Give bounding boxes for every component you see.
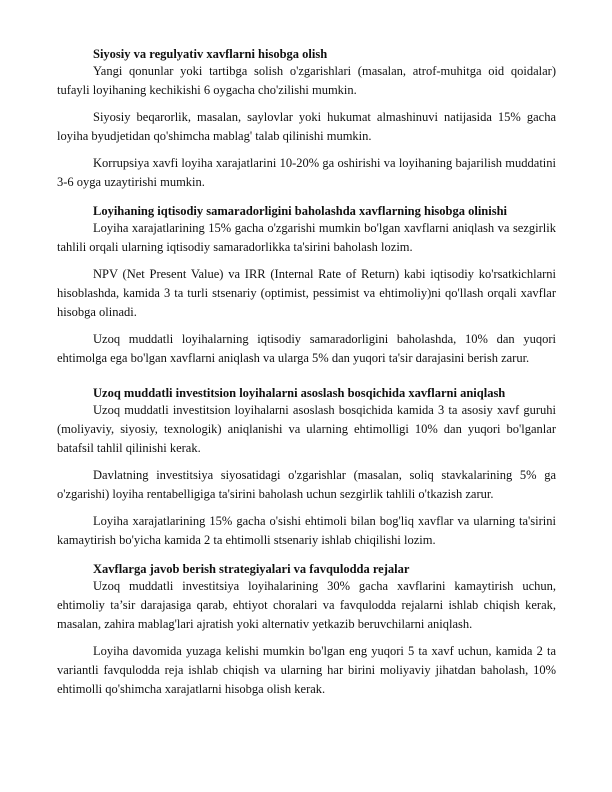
paragraph: Davlatning investitsiya siyosatidagi o'zgarishlar (masalan, soliq stavkalarining 5% ga o'zgarishi) loyiha rentabelligiga ta'sirini baholash uchun sezgirlik tahlili o'tkazish zarur. bbox=[57, 468, 556, 501]
paragraph: Loyiha xarajatlarining 15% gacha o'zgarishi mumkin bo'lgan xavflarni aniqlash va sezgirlik tahlili orqali ularning iqtisodiy samaradorlikka ta'sirini baholash lozim. bbox=[57, 221, 556, 254]
paragraph: Uzoq muddatli investitsiya loyihalarining 30% gacha xavflarini kamaytirish uchun, ehtimoliy ta’sir darajasiga qarab, ehtiyot choralari va favqulodda rejalarni ishlab chiqish kerak, masalan, zahira mablag'lari ajratish yoki alternativ yetkazib beruvchilarni aniqlash. bbox=[57, 579, 556, 631]
paragraph: Uzoq muddatli loyihalarning iqtisodiy samaradorligini baholashda, 10% dan yuqori ehtimolga ega bo'lgan xavflarni aniqlash va ularga 5% dan yuqori ta'sir darajasini berish zarur. bbox=[57, 332, 556, 365]
section-heading-response: Xavflarga javob berish strategiyalari va favqulodda rejalar bbox=[93, 562, 410, 576]
paragraph: Siyosiy beqarorlik, masalan, saylovlar yoki hukumat almashinuvi natijasida 15% gacha loyiha byudjetidan qo'shimcha mablag' talab qilinishi mumkin. bbox=[57, 110, 556, 143]
document-page bbox=[57, 47, 556, 707]
paragraph: Loyiha davomida yuzaga kelishi mumkin bo'lgan eng yuqori 5 ta xavf uchun, kamida 2 ta variantli favqulodda reja ishlab chiqish va ularning har birini moliyaviy jihatdan baholash, 10% ehtimolli qo'shimcha xarajatlarni hisobga olish kerak. bbox=[57, 644, 556, 696]
section-heading-long-term: Uzoq muddatli investitsion loyihalarni asoslash bosqichida xavflarni aniqlash bbox=[93, 386, 506, 400]
section-heading-political: Siyosiy va regulyativ xavflarni hisobga olish bbox=[93, 47, 328, 61]
paragraph: Loyiha xarajatlarining 15% gacha o'sishi ehtimoli bilan bog'liq xavflar va ularning ta'sirini kamaytirish bo'yicha kamida 2 ta ehtimolli stsenariy ishlab chiqilishi lozim. bbox=[57, 514, 556, 547]
paragraph: Korrupsiya xavfi loyiha xarajatlarini 10-20% ga oshirishi va loyihaning bajarilish muddatini 3-6 oyga uzaytirishi mumkin. bbox=[57, 156, 556, 189]
paragraph: Uzoq muddatli investitsion loyihalarni asoslash bosqichida kamida 3 ta asosiy xavf guruhi (moliyaviy, siyosiy, texnologik) aniqlanishi va ularning ehtimolligi 10% dan yuqori bo'lganlar batafsil tahlil qilinishi kerak. bbox=[57, 403, 556, 455]
section-heading-economic: Loyihaning iqtisodiy samaradorligini baholashda xavflarning hisobga olinishi bbox=[93, 204, 508, 218]
paragraph: NPV (Net Present Value) va IRR (Internal Rate of Return) kabi iqtisodiy ko'rsatkichlarni hisoblashda, kamida 3 ta turli stsenariy (optimist, pessimist va ehtimoliy)ni qo'llash orqali xavflar hisobga olinadi. bbox=[57, 267, 556, 319]
paragraph: Yangi qonunlar yoki tartibga solish o'zgarishlari (masalan, atrof-muhitga oid qoidalar) tufayli loyihaning kechikishi 6 oygacha cho'zilishi mumkin. bbox=[57, 64, 556, 97]
